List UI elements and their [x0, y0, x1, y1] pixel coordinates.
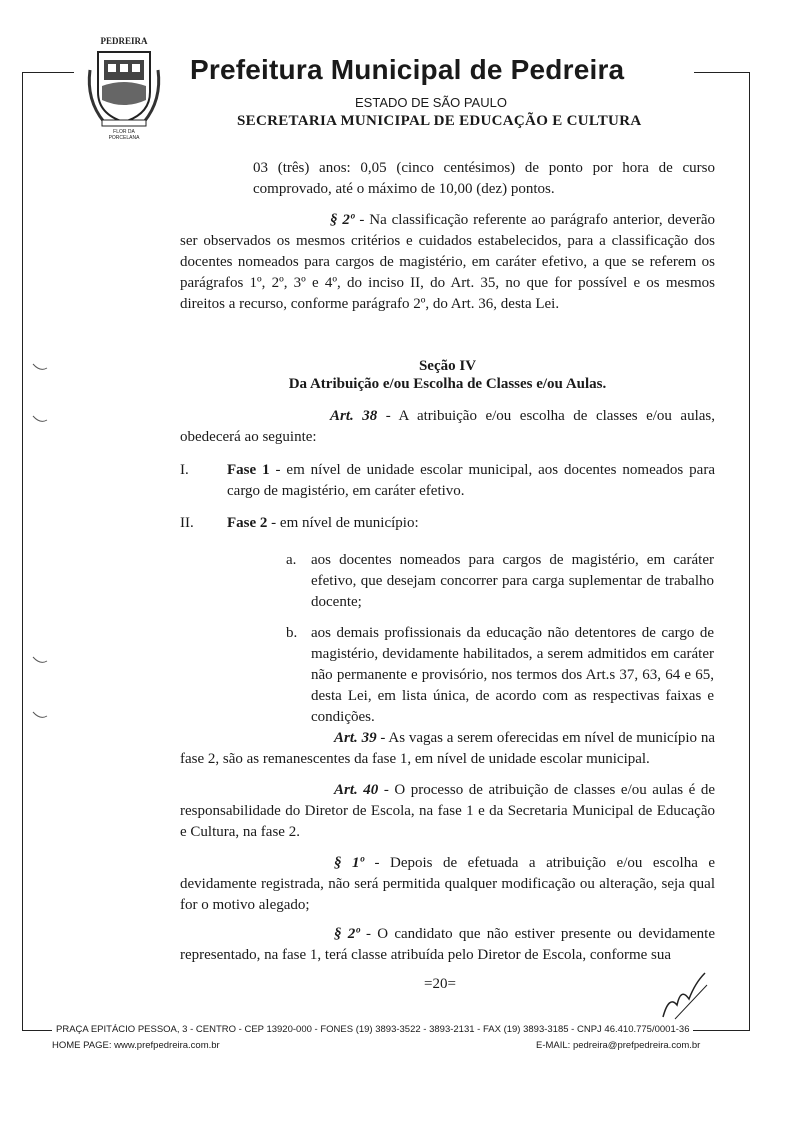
border-left [22, 72, 23, 1030]
list-item-number: I. [180, 462, 189, 478]
header-title: Prefeitura Municipal de Pedreira [190, 54, 625, 85]
article-text: - As vagas a serem oferecidas em nível de município na fase 2, são as remanescentes da fase 1, em nível de unidade escolar municipal. [180, 730, 715, 767]
municipal-crest-seal [84, 30, 164, 140]
article-mark: Art. 40 [334, 782, 379, 798]
article-40 [180, 780, 715, 843]
paragraph-s2 [180, 210, 715, 315]
margin-mark [32, 362, 48, 372]
margin-mark [32, 414, 48, 424]
border-right [749, 72, 750, 1030]
article-text: - A atribuição e/ou escolha de classes e/ou aulas, obedecerá ao seguinte: [180, 408, 716, 445]
phase-label: Fase 2 [227, 515, 268, 531]
list-item-number: II. [180, 515, 194, 531]
article-39 [180, 728, 715, 770]
list-item-phase-1 [227, 460, 715, 502]
article-mark: Art. 38 [330, 408, 378, 424]
sub-item-letter: b. [286, 625, 298, 641]
phase-text: - em nível de unidade escolar municipal, aos docentes nomeados para cargo de magistério, em caráter efetivo. [227, 462, 715, 499]
sub-item-a: aos docentes nomeados para cargos de magistério, em caráter efetivo, que desejam concorrer para carga suplementar de trabalho docente; [311, 552, 714, 610]
header-rule-right [694, 72, 750, 73]
footer-address: PRAÇA EPITÁCIO PESSOA, 3 - CENTRO - CEP 13920-000 - FONES (19) 3893-3522 - 3893-2131 - FAX (19) 3893-3185 - CNPJ 46.410.775/0001-36 [52, 1024, 693, 1035]
article-40-paragraph-1 [180, 853, 715, 916]
paragraph-text: - Na classificação referente ao parágrafo anterior, deverão ser observados os mesmos critérios e cuidados estabelecidos, para a classificação dos docentes nomeados para cargos de magistério, em caráter efetivo, a que se referem os parágrafos 1º, 2º, 3º e 4º, do inciso II, do Art. 35, no que for possível e os mesmos direitos a recurso, conforme parágrafo 2º, do Art. 36, desta Lei. [180, 212, 716, 312]
article-38 [180, 406, 715, 448]
article-40-paragraph-2 [180, 924, 715, 966]
sub-item-letter: a. [286, 552, 297, 568]
paragraph-text: - O candidato que não estiver presente ou devidamente representado, na fase 1, terá classe atribuída pelo Diretor de Escola, conforme sua [180, 926, 715, 963]
phase-label: Fase 1 [227, 462, 270, 478]
paragraph-mark: § 2º [330, 212, 355, 228]
paragraph-text: - Depois de efetuada a atribuição e/ou escolha e devidamente registrada, não será permitida qualquer modificação ou alteração, seja qual for o motivo alegado; [180, 855, 716, 913]
article-text: - O processo de atribuição de classes e/ou aulas é de responsabilidade do Diretor de Escola, na fase 1 e da Secretaria Municipal de Educação e Cultura, na fase 2. [180, 782, 715, 840]
header-secretaria: SECRETARIA MUNICIPAL DE EDUCAÇÃO E CULTURA [237, 113, 642, 129]
svg-text:FLOR DA: FLOR DA [113, 129, 135, 135]
section-title: Seção IV [418, 358, 477, 374]
section-subtitle: Da Atribuição e/ou Escolha de Classes e/ou Aulas. [288, 376, 607, 392]
phase-text: - em nível de município: [267, 515, 419, 531]
svg-text:PEDREIRA: PEDREIRA [100, 36, 148, 46]
paragraph-mark: § 1º [334, 855, 364, 871]
footer-email: E-MAIL: pedreira@prefpedreira.com.br [536, 1040, 701, 1051]
signature-mark [655, 965, 715, 1025]
margin-mark [32, 710, 48, 720]
margin-mark [32, 655, 48, 665]
list-item-phase-2 [227, 513, 715, 534]
svg-text:PORCELANA: PORCELANA [108, 135, 140, 140]
continued-paragraph: 03 (três) anos: 0,05 (cinco centésimos) de ponto por hora de curso comprovado, até o máximo de 10,00 (dez) pontos. [253, 160, 715, 197]
header-rule-left [22, 72, 74, 73]
header-state: ESTADO DE SÃO PAULO [355, 95, 507, 110]
paragraph-mark: § 2º [334, 926, 360, 942]
page-number: =20= [424, 976, 456, 992]
footer-homepage: HOME PAGE: www.prefpedreira.com.br [52, 1040, 220, 1051]
article-mark: Art. 39 [334, 730, 377, 746]
sub-item-b: aos demais profissionais da educação não detentores de cargo de magistério, devidamente habilitados, a serem admitidos em caráter não permanente e provisório, nos termos dos Art.s 37, 63, 64 e 65, desta Lei, em lista única, de acordo com as respectivas faixas e condições. [311, 625, 714, 725]
